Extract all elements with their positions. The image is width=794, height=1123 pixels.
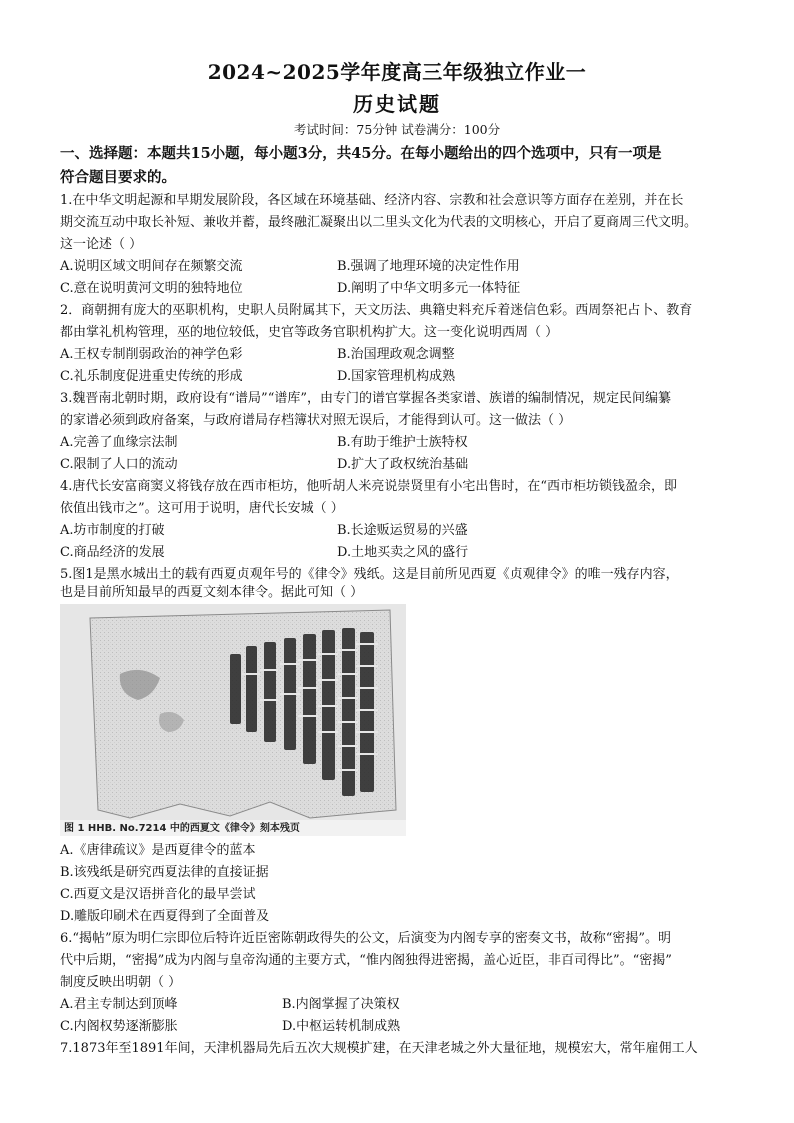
q6-stem-line2: 代中后期，“密揭”成为内阁与皇帝沟通的主要方式，“惟内阁独得进密揭，盖心近臣，非百司得比”。“密揭” (60, 953, 672, 968)
q5-option-c: C.西夏文是汉语拼音化的最早尝试 (60, 887, 256, 902)
q2-option-d: D.国家管理机构成熟 (337, 369, 456, 384)
q7-stem-line1: 7.1873年至1891年间，天津机器局先后五次大规模扩建，在天津老城之外大量征地，规模宏大，常年雇佣工人 (60, 1041, 698, 1056)
section-heading-line2: 符合题目要求的。 (60, 169, 176, 186)
q3-option-a: A.完善了血缘宗法制 (60, 435, 178, 450)
xixia-law-fragment-figure (60, 604, 406, 836)
q1-option-a: A.说明区域文明间存在频繁交流 (60, 259, 243, 274)
q3-option-b: B.有助于维护士族特权 (337, 435, 468, 450)
q6-stem-line3: 制度反映出明朝（ ） (60, 975, 182, 990)
q2-option-c: C.礼乐制度促进重史传统的形成 (60, 369, 243, 384)
q1-stem-line1: 1.在中华文明起源和早期发展阶段，各区域在环境基础、经济内容、宗教和社会意识等方面存在差别，并在长 (60, 193, 684, 208)
q5-option-a: A.《唐律疏议》是西夏律令的蓝本 (60, 843, 256, 858)
exam-meta: 考试时间：75分钟 试卷满分：100分 (293, 122, 501, 137)
q3-stem-line1: 3.魏晋南北朝时期，政府设有“谱局”“谱库”，由专门的谱官掌握各类家谱、族谱的编制情况，规定民间编纂 (60, 391, 671, 406)
q6-option-b: B.内阁掌握了决策权 (282, 997, 400, 1012)
q4-option-a: A.坊市制度的打破 (60, 523, 165, 538)
q1-stem-line2: 期交流互动中取长补短、兼收并蓄，最终融汇凝聚出以二里头文化为代表的文明核心，开启了夏商周三代文明。 (60, 215, 698, 230)
q3-stem-line2: 的家谱必须到政府备案，与政府谱局存档簿状对照无误后，才能得到认可。这一做法（ ） (60, 413, 572, 428)
q6-option-c: C.内阁权势逐渐膨胀 (60, 1019, 178, 1034)
q4-option-c: C.商品经济的发展 (60, 545, 165, 560)
q1-stem-line3: 这一论述（ ） (60, 237, 143, 252)
q1-option-d: D.阐明了中华文明多元一体特征 (337, 281, 521, 296)
q3-option-d: D.扩大了政权统治基础 (337, 457, 469, 472)
q3-option-c: C.限制了人口的流动 (60, 457, 178, 472)
q4-option-d: D.土地买卖之风的盛行 (337, 545, 469, 560)
q6-option-d: D.中枢运转机制成熟 (282, 1019, 401, 1034)
q5-option-b: B.该残纸是研究西夏法律的直接证据 (60, 865, 269, 880)
q6-option-a: A.君主专制达到顶峰 (60, 997, 178, 1012)
q5-stem-line2: 也是目前所知最早的西夏文刻本律令。据此可知（ ） (60, 585, 364, 600)
q4-stem-line2: 依值出钱市之”。这可用于说明，唐代长安城（ ） (60, 501, 344, 516)
q5-stem-line1: 5.图1是黑水城出土的载有西夏贞观年号的《律令》残纸。这是目前所见西夏《贞观律令》的唯一残存内容， (60, 567, 679, 582)
manuscript-fragment-image (60, 604, 406, 836)
q2-option-b: B.治国理政观念调整 (337, 347, 455, 362)
q4-option-b: B.长途贩运贸易的兴盛 (337, 523, 468, 538)
section-heading-line1: 一、选择题：本题共15小题，每小题3分，共45分。在每小题给出的四个选项中，只有一项是 (60, 145, 662, 162)
q2-stem-line2: 都由掌礼机构管理，巫的地位较低，史官等政务官职机构扩大。这一变化说明西周（ ） (60, 325, 559, 340)
q2-option-a: A.王权专制削弱政治的神学色彩 (60, 347, 243, 362)
subject-title: 历史试题 (353, 92, 441, 116)
exam-title: 2024~2025学年度高三年级独立作业一 (207, 60, 587, 84)
q2-stem-line1: 2．商朝拥有庞大的巫职机构，史职人员附属其下，天文历法、典籍史料充斥着迷信色彩。西周祭祀占卜、教育 (60, 303, 693, 318)
figure-caption: 图 1 HHB. No.7214 中的西夏文《律令》刻本残页 (64, 823, 300, 834)
q1-option-b: B.强调了地理环境的决定性作用 (337, 259, 520, 274)
q1-option-c: C.意在说明黄河文明的独特地位 (60, 281, 243, 296)
q6-stem-line1: 6.“揭帖”原为明仁宗即位后特许近臣密陈朝政得失的公文，后演变为内阁专享的密奏文书，故称“密揭”。明 (60, 931, 671, 946)
q5-option-d: D.雕版印刷术在西夏得到了全面普及 (60, 909, 270, 924)
q4-stem-line1: 4.唐代长安富商窦义将钱存放在西市柜坊，他听胡人米亮说崇贤里有小宅出售时，在“西市柜坊锁钱盈余，即 (60, 479, 678, 494)
